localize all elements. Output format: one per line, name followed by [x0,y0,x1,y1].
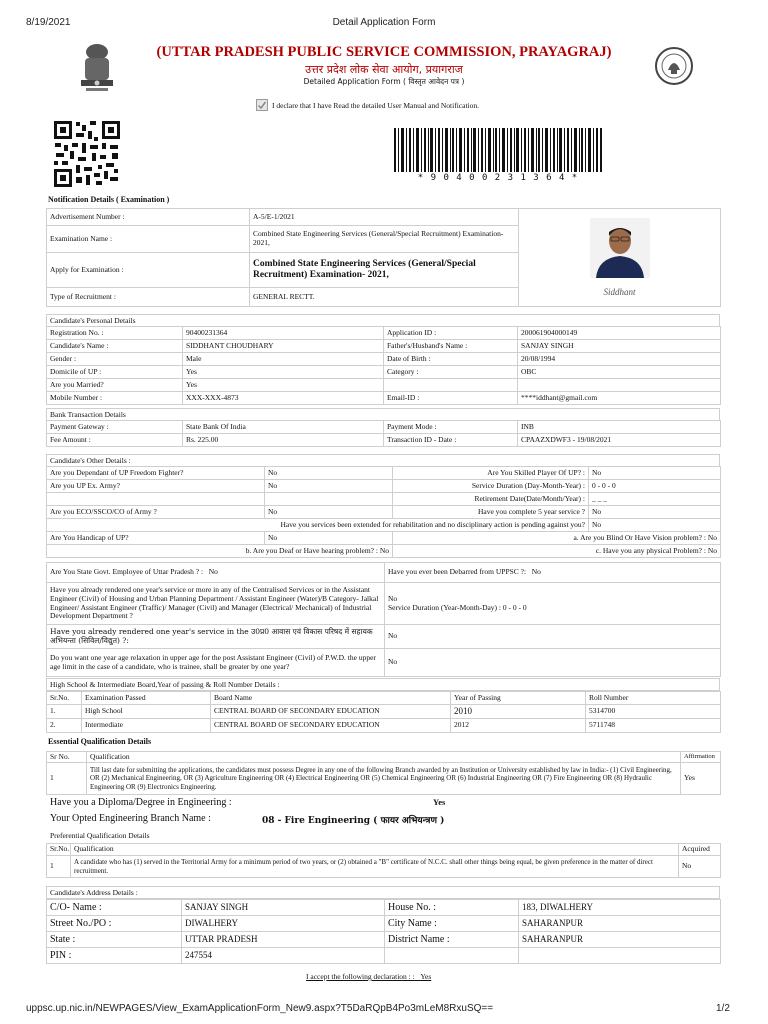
commission-title-hindi: उत्तर प्रदेश लोक सेवा आयोग, प्रयागराज [305,63,463,76]
email-label: Email-ID : [384,392,518,405]
avas-vikas-answer: No [385,625,721,649]
dob-label: Date of Birth : [384,353,518,366]
pin-label: PIN : [47,948,182,964]
state-value: UTTAR PRADESH [182,932,385,948]
ex-army-value: No [265,480,393,493]
payment-mode-label: Payment Mode : [384,421,518,434]
empty-cell [519,948,721,964]
registration-no-label: Registration No. : [47,327,183,340]
cell: 2012 [451,719,586,733]
pin-value: 247554 [182,948,385,964]
photo-cell [519,209,721,307]
cell: 1. [47,705,82,719]
acquired-value: No [679,856,721,878]
registration-no-value: 90400231364 [183,327,384,340]
table-row [47,705,721,719]
five-year-label: Have you complete 5 year service ? [393,506,589,519]
gender-label: Gender : [47,353,183,366]
physical-question: c. Have you any physical Problem? : No [393,545,721,558]
co-name-label: C/O- Name : [47,900,182,916]
street-label: Street No./PO : [47,916,182,932]
col-year-of-passing: Year of Passing [451,692,586,705]
avas-vikas-question: Have you already rendered one year's service in the उ0प्र0 आवास एवं विकास परिषद में सहायक अभियन्ता (सिविल/विद्युत) ?: [47,625,385,649]
five-year-value: No [589,506,721,519]
branch-question: Your Opted Engineering Branch Name : [50,813,211,824]
empty-cell [265,493,393,506]
rehabilitation-label: Have you services been extended for rehabilitation and no disciplinary action is pending against you? [47,519,589,532]
payment-mode-value: INB [518,421,721,434]
house-no-value: 183, DIWALHERY [519,900,721,916]
married-value: Yes [183,379,384,392]
other-details-section [46,454,720,558]
dob-value: 20/08/1994 [518,353,721,366]
personal-details-section [46,314,720,405]
co-name-value: SANJAY SINGH [182,900,385,916]
footer-url: uppsc.up.nic.in/NEWPAGES/View_ExamApplicationForm_New9.aspx?T5DaRQpB4Po3mLeM8RxuSQ== [26,1003,494,1014]
address-section [46,886,720,964]
personal-heading: Candidate's Personal Details [46,314,720,326]
freedom-fighter-value: No [265,467,393,480]
print-date: 8/19/2021 [26,17,71,28]
payment-gateway-label: Payment Gateway : [47,421,183,434]
col-sr-no: Sr.No. [47,844,71,856]
deaf-question: b. Are you Deaf or Have hearing problem? : No [47,545,393,558]
barcode [394,128,602,172]
mobile-label: Mobile Number : [47,392,183,405]
mobile-value: XXX-XXX-4873 [183,392,384,405]
city-label: City Name : [385,916,519,932]
fee-amount-label: Fee Amount : [47,434,183,447]
age-relaxation-question: Do you want one year age relaxation in upper age for the post Assistant Engineer (Civil) of P.W.D. the upper age limit in the case of a candidate, who is trainee, shall be greater by one year? [47,649,385,677]
essential-qualification-text: Till last date for submitting the applications, the candidates must possess Degree in any one of the following Branch awarded by an Institution or University established by law in India:- (1) Civil Engineering, OR (2) Mechanical Engineering, OR (3) Agriculture Engineering OR (4) Electrical Engineering OR (5) Chemical Engineering OR (6) Industrial Engineering OR (7) Fire Engineering OR (8) Hydraulic Engineering OR (9) Electronics Engineering. [87,763,681,795]
education-section [46,678,720,733]
declaration-checkbox[interactable] [256,98,268,110]
cell: 1 [47,763,87,795]
govt-employee-value: No [208,567,218,577]
cell: 2. [47,719,82,733]
govt-employee-label: Are You State Govt. Employee of Uttar Pradesh ? : [50,567,204,577]
eco-ssco-value: No [265,506,393,519]
street-value: DIWALHERY [182,916,385,932]
centralised-service-answer: No [388,593,398,603]
rehabilitation-value: No [589,519,721,532]
domicile-value: Yes [183,366,384,379]
preferential-qualification-text: A candidate who has (1) served in the Territorial Army for a minimum period of two years, or (2) obtained a "B" certificate of N.C.C. shall other things being equal, be given preference in the matter of direct recruitment. [71,856,679,878]
empty-cell [385,948,519,964]
centralised-service-duration: Service Duration (Year-Month-Day) : 0 - 0 - 0 [388,602,527,612]
city-value: SAHARANPUR [519,916,721,932]
father-name-label: Father's/Husband's Name : [384,340,518,353]
empty-cell [47,493,265,506]
advertisement-number-value: A-5/E-1/2021 [250,209,519,226]
essential-heading: Essential Qualification Details [48,737,152,746]
recruitment-type-value: GENERAL RECTT. [250,288,519,307]
declaration-text: I declare that I have Read the detailed User Manual and Notification. [272,101,479,110]
handicap-label: Are You Handicap of UP? [47,532,265,545]
col-qualification: Qualification [71,844,679,856]
col-roll-number: Roll Number [586,692,721,705]
retirement-date-value: _ _ _ [589,493,721,506]
skilled-player-label: Are You Skilled Player Of UP? : [393,467,589,480]
cell: 5314700 [586,705,721,719]
apply-exam-label: Apply for Examination : [47,253,250,288]
blind-question: a. Are you Blind Or Have Vision problem? : No [393,532,721,545]
district-value: SAHARANPUR [519,932,721,948]
email-value: ****iddhant@gmail.com [518,392,721,405]
barcode-text: * 9 0 4 0 0 2 3 1 3 6 4 * [417,173,579,183]
bank-details-section [46,408,720,447]
advertisement-number-label: Advertisement Number : [47,209,250,226]
married-label: Are you Married? [47,379,183,392]
qr-code [52,119,122,189]
essential-table [46,751,720,795]
emblem-logo [72,42,122,94]
other-heading: Candidate's Other Details : [46,454,720,466]
cell: 5711748 [586,719,721,733]
service-duration-label: Service Duration (Day-Month-Year) : [393,480,589,493]
bottom-declaration [306,972,431,981]
gender-value: Male [183,353,384,366]
diploma-question: Have you a Diploma/Degree in Engineering : [50,797,232,808]
col-sr-no: Sr.No. [47,692,82,705]
cell: Intermediate [82,719,211,733]
application-id-value: 200061904000149 [518,327,721,340]
retirement-date-label: Retirement Date(Date/Month/Year) : [393,493,589,506]
category-label: Category : [384,366,518,379]
district-label: District Name : [385,932,519,948]
bottom-declaration-label: I accept the following declaration : : [306,972,415,981]
exam-name-label: Examination Name : [47,226,250,253]
notification-heading: Notification Details ( Examination ) [48,195,170,204]
uppsc-logo [654,46,694,86]
cell: 2010 [451,705,586,719]
commission-title: (UTTAR PRADESH PUBLIC SERVICE COMMISSION, PRAYAGRAJ) [156,44,612,60]
address-heading: Candidate's Address Details : [46,886,720,899]
col-qualification: Qualification [87,752,681,763]
candidate-name-value: SIDDHANT CHOUDHARY [183,340,384,353]
col-exam-passed: Examination Passed [82,692,211,705]
eco-ssco-label: Are you ECO/SSCO/CO of Army ? [47,506,265,519]
service-duration-value: 0 - 0 - 0 [589,480,721,493]
service-questions-section [46,562,720,677]
notification-table [46,208,720,307]
category-value: OBC [518,366,721,379]
bank-heading: Bank Transaction Details [46,408,720,420]
col-board-name: Board Name [211,692,451,705]
house-no-label: House No. : [385,900,519,916]
fee-amount-value: Rs. 225.00 [183,434,384,447]
ex-army-label: Are you UP Ex. Army? [47,480,265,493]
diploma-answer: Yes [433,797,446,807]
freedom-fighter-label: Are you Dependant of UP Freedom Fighter? [47,467,265,480]
application-id-label: Application ID : [384,327,518,340]
col-acquired: Acquired [679,844,721,856]
cell: High School [82,705,211,719]
table-row [47,719,721,733]
apply-exam-value: Combined State Engineering Services (General/Special Recruitment) Examination- 2021, [250,253,519,288]
handicap-value: No [265,532,393,545]
cell: CENTRAL BOARD OF SECONDARY EDUCATION [211,705,451,719]
father-name-value: SANJAY SINGH [518,340,721,353]
form-subtitle: Detailed Application Form ( विस्तृत आवेदन पत्र ) [303,77,465,86]
education-heading: High School & Intermediate Board,Year of passing & Roll Number Details : [46,678,720,691]
transaction-id-label: Transaction ID - Date : [384,434,518,447]
exam-name-value: Combined State Engineering Services (General/Special Recruitment) Examination- 2021, [250,226,519,253]
branch-answer: 08 - Fire Engineering ( फायर अभियन्त्रण ) [262,816,445,826]
empty-cell [518,379,721,392]
age-relaxation-answer: No [385,649,721,677]
empty-cell [384,379,518,392]
bottom-declaration-value: Yes [420,972,432,981]
transaction-id-value: CPAAZXDWF3 - 19/08/2021 [518,434,721,447]
state-label: State : [47,932,182,948]
print-title: Detail Application Form [332,17,436,28]
candidate-signature: Siddhant [603,286,636,297]
candidate-photo [590,218,650,278]
col-sr-no: Sr No. [47,752,87,763]
recruitment-type-label: Type of Recruitment : [47,288,250,307]
payment-gateway-value: State Bank Of India [183,421,384,434]
cell: 1 [47,856,71,878]
affirmation-value: Yes [681,763,721,795]
skilled-player-value: No [589,467,721,480]
candidate-name-label: Candidate's Name : [47,340,183,353]
footer-page: 1/2 [716,1003,730,1014]
debarred-label: Have you ever been Debarred from UPPSC ?: [388,567,527,577]
domicile-label: Domicile of UP : [47,366,183,379]
cell: CENTRAL BOARD OF SECONDARY EDUCATION [211,719,451,733]
preferential-heading: Preferential Qualification Details [50,831,150,840]
col-affirmation: Affirmation [681,752,721,763]
centralised-service-question: Have you already rendered one year's service or more in any of the Centralised Services or in the Assistant Engineer (Civil) of Housing and Urban Planning Department / Assistant Engineer (Water)/B Category- Jalkal Engineer/ Assistant Engineer (Traffic)/ Manager (Civil) and Manager (Electrical/ Mechanical) of Industrial Development Department ? [47,583,385,625]
debarred-value: No [531,567,541,577]
preferential-table [46,843,720,878]
